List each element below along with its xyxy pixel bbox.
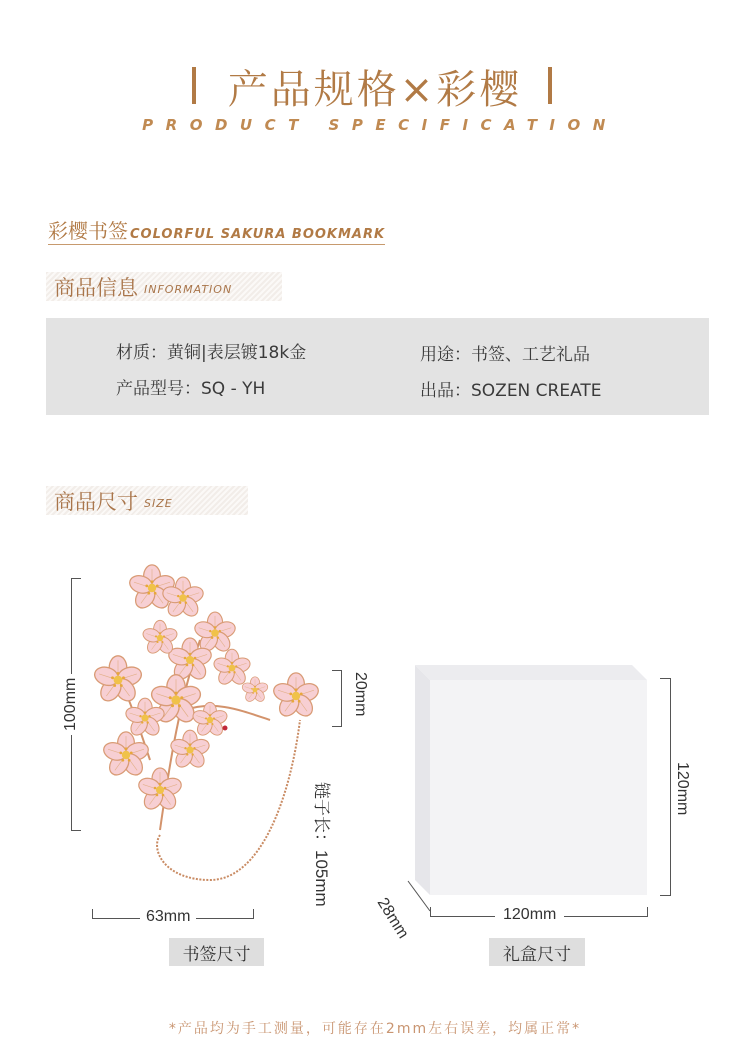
box-height-tick-bottom (660, 895, 670, 896)
product-name-zh: 彩樱书签 (48, 219, 128, 243)
box-width-label: 120mm (495, 906, 564, 924)
model-text: 产品型号：SQ - YH (116, 379, 266, 399)
page-subtitle: PRODUCT SPECIFICATION (142, 116, 618, 134)
size-label-en: SIZE (144, 497, 173, 510)
info-label-zh: 商品信息 (54, 275, 138, 300)
bookmark-width-label: 63mm (140, 908, 196, 926)
box-depth-line (395, 873, 455, 923)
box-depth-label: 28mm (373, 895, 412, 942)
box-height-tick-top (660, 678, 670, 679)
producer-text: 出品：SOZEN CREATE (420, 381, 602, 401)
chain-length-label: 链子长：105mm (312, 782, 331, 907)
box-height-line (670, 678, 671, 896)
bookmark-caption: 书签尺寸 (169, 938, 264, 966)
info-label-en: INFORMATION (144, 283, 233, 296)
page-title: 产品规格×彩樱 (227, 67, 523, 113)
footnote: *产品均为手工测量，可能存在2mm左右误差，均属正常* (168, 1021, 582, 1037)
product-name-en: COLORFUL SAKURA BOOKMARK (130, 227, 386, 242)
usage-text: 用途：书签、工艺礼品 (420, 345, 590, 365)
box-height-label: 120mm (673, 758, 691, 819)
flower-dim-label: 20mm (352, 672, 369, 717)
bookmark-height-label: 100mm (62, 674, 80, 735)
box-width-tick-right (647, 907, 648, 917)
size-label-zh: 商品尺寸 (54, 489, 138, 514)
giftbox-caption: 礼盒尺寸 (489, 938, 585, 966)
material-text: 材质：黄铜|表层镀18k金 (116, 343, 307, 363)
